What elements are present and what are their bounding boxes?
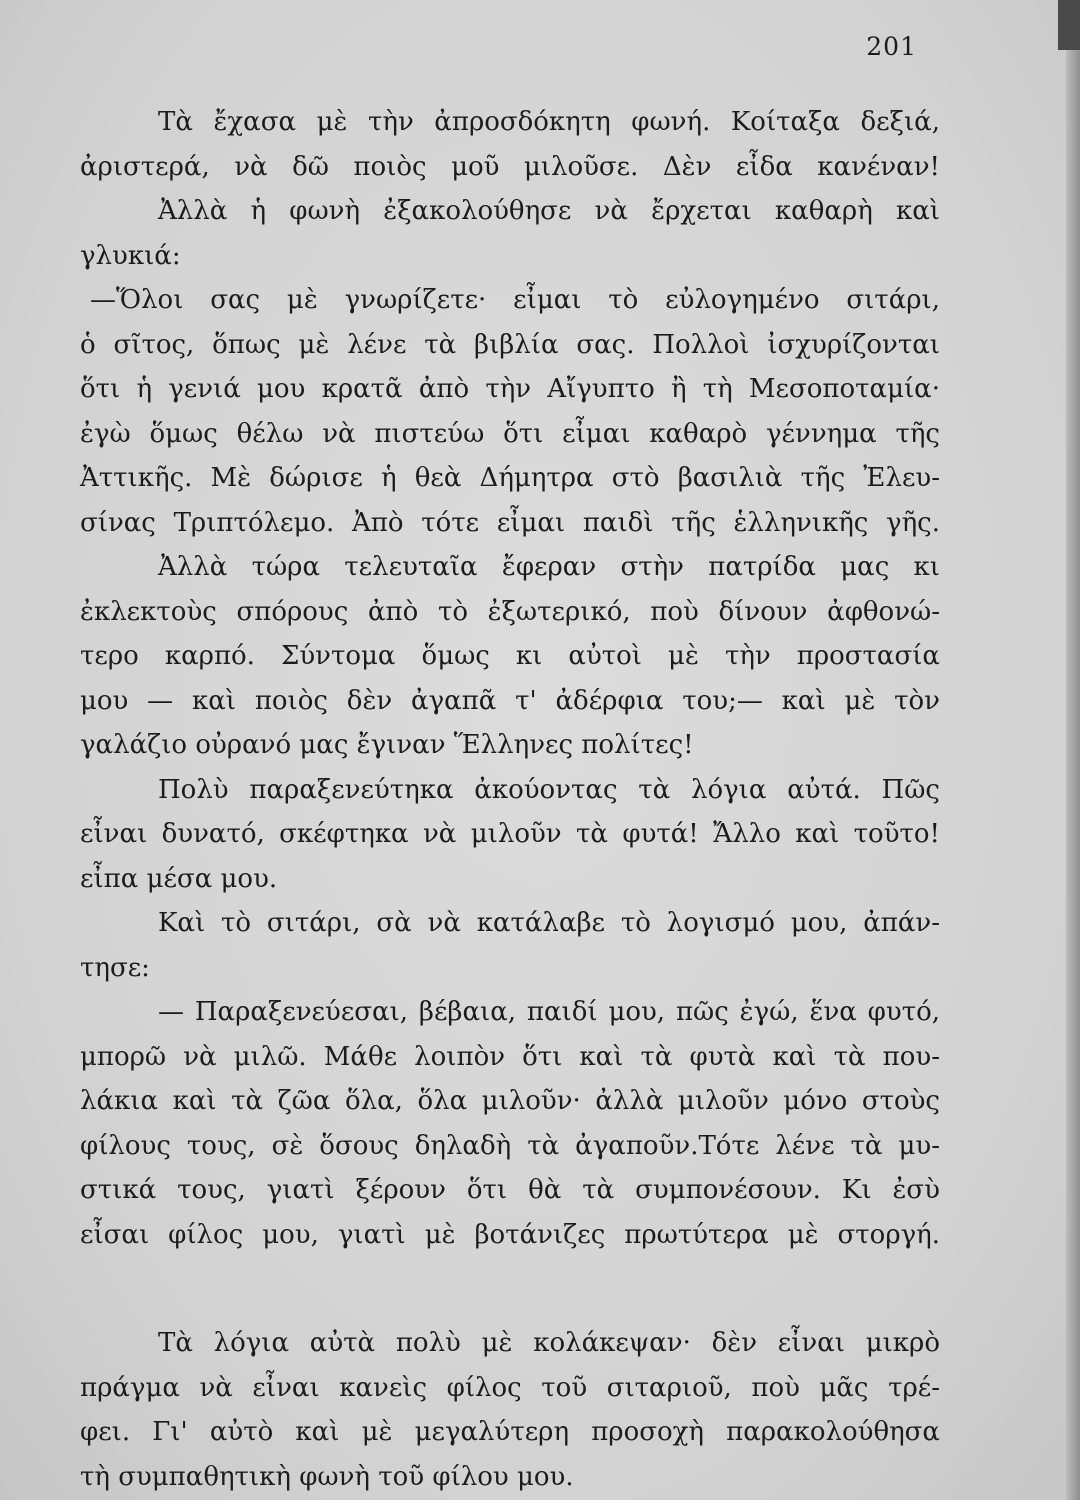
binding-corner — [1058, 0, 1080, 50]
text-line: φει. Γι' αὐτὸ καὶ μὲ μεγαλύτερη προσοχὴ παρακολούθησα — [80, 1417, 940, 1447]
text-line: μπορῶ νὰ μιλῶ. Μάθε λοιπὸν ὅτι καὶ τὰ φυτὰ καὶ τὰ που- — [80, 1041, 940, 1072]
text-line: Πολὺ παραξενεύτηκα ἀκούοντας τὰ λόγια αὐτά. Πῶς — [158, 774, 940, 805]
text-line: εἶναι δυνατό, σκέφτηκα νὰ μιλοῦν τὰ φυτά! Ἄλλο καὶ τοῦτο! — [80, 819, 940, 849]
text-line: τησε: — [80, 952, 150, 983]
text-line: εἶπα μέσα μου. — [80, 863, 278, 894]
body-text — [80, 100, 940, 1499]
text-line: σίνας Τριπτόλεμο. Ἀπὸ τότε εἶμαι παιδὶ τῆς ἑλληνικῆς γῆς. — [80, 507, 940, 538]
text-line: Ἀλλὰ τώρα τελευταῖα ἔφεραν στὴν πατρίδα μας κι — [158, 552, 940, 582]
text-line: πράγμα νὰ εἶναι κανεὶς φίλος τοῦ σιταριοῦ, ποὺ μᾶς τρέ- — [80, 1372, 940, 1403]
text-line: Τὰ λόγια αὐτὰ πολὺ μὲ κολάκεψαν· δὲν εἶναι μικρὸ — [158, 1328, 940, 1358]
text-line: — Παραξενεύεσαι, βέβαια, παιδί μου, πῶς ἐγώ, ἕνα φυτό, — [158, 997, 940, 1027]
text-line: μου — καὶ ποιὸς δὲν ἀγαπᾶ τ' ἀδέρφια του;— καὶ μὲ τὸν — [80, 685, 940, 716]
text-line: τερο καρπό. Σύντομα ὅμως κι αὐτοὶ μὲ τὴν προστασία — [80, 641, 940, 671]
text-line: τὴ συμπαθητικὴ φωνὴ τοῦ φίλου μου. — [80, 1461, 574, 1492]
text-line: Ἀλλὰ ἡ φωνὴ ἐξακολούθησε νὰ ἔρχεται καθαρὴ καὶ — [158, 196, 940, 226]
text-line: ὁ σῖτος, ὅπως μὲ λένε τὰ βιβλία σας. Πολλοὶ ἰσχυρίζονται — [80, 329, 940, 360]
text-line: φίλους τους, σὲ ὅσους δηλαδὴ τὰ ἀγαποῦν.Τότε λένε τὰ μυ- — [80, 1130, 940, 1161]
text-line: γλυκιά: — [80, 240, 181, 271]
text-line: —Ὅλοι σας μὲ γνωρίζετε· εἶμαι τὸ εὐλογημένο σιτάρι, — [90, 285, 940, 315]
text-line: ὅτι ἡ γενιά μου κρατᾶ ἀπὸ τὴν Αἴγυπτο ἢ τὴ Μεσοποταμία· — [80, 374, 940, 404]
page-number: 201 — [866, 32, 917, 61]
text-line: γαλάζιο οὐρανό μας ἔγιναν Ἕλληνες πολίτες! — [80, 730, 694, 760]
paragraph-gap — [80, 1257, 940, 1321]
text-line: Ἀττικῆς. Μὲ δώρισε ἡ θεὰ Δήμητρα στὸ βασιλιὰ τῆς Ἐλευ- — [80, 463, 940, 493]
text-line: ἐγὼ ὅμως θέλω νὰ πιστεύω ὅτι εἶμαι καθαρὸ γέννημα τῆς — [80, 418, 940, 449]
text-line: λάκια καὶ τὰ ζῶα ὅλα, ὅλα μιλοῦν· ἀλλὰ μιλοῦν μόνο στοὺς — [80, 1086, 940, 1116]
text-line: ἐκλεκτοὺς σπόρους ἀπὸ τὸ ἐξωτερικό, ποὺ δίνουν ἀφθονώ- — [80, 596, 940, 627]
text-line: Καὶ τὸ σιτάρι, σὰ νὰ κατάλαβε τὸ λογισμό μου, ἀπάν- — [158, 908, 940, 938]
text-line: στικά τους, γιατὶ ξέρουν ὅτι θὰ τὰ συμπονέσουν. Κι ἐσὺ — [80, 1175, 940, 1205]
page-edge-shadow — [1066, 0, 1080, 1500]
text-line: εἶσαι φίλος μου, γιατὶ μὲ βοτάνιζες πρωτύτερα μὲ στοργή. — [80, 1219, 940, 1250]
text-line: ἀριστερά, νὰ δῶ ποιὸς μοῦ μιλοῦσε. Δὲν εἶδα κανέναν! — [80, 151, 940, 182]
text-line: Τὰ ἔχασα μὲ τὴν ἀπροσδόκητη φωνή. Κοίταξα δεξιά, — [158, 107, 940, 137]
